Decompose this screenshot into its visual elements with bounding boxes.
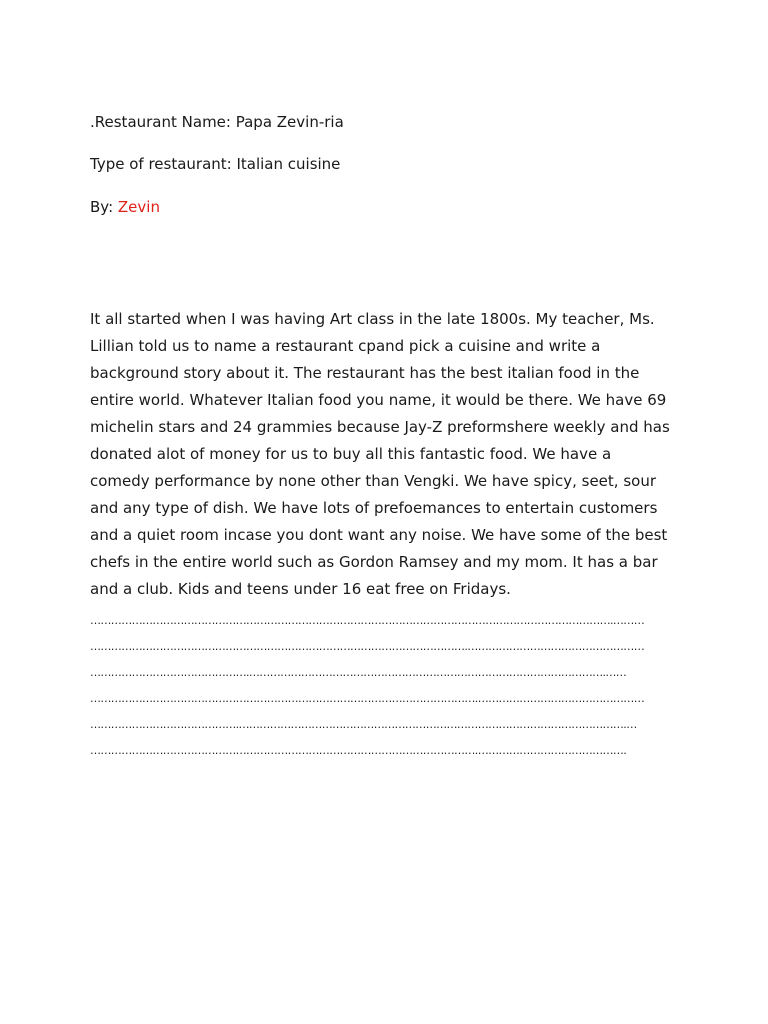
story-line: donated alot of money for us to buy all this fantastic food. We have a (90, 445, 612, 463)
dotted-lines (90, 608, 680, 764)
story-line: and a club. Kids and teens under 16 eat free on Fridays. (90, 580, 511, 598)
story-line: michelin stars and 24 grammies because Jay-Z preformshere weekly and has (90, 418, 670, 436)
story-line: and a quiet room incase you dont want any noise. We have some of the best (90, 526, 668, 544)
dotted-line: ……………………………………….………………………………………………………………………………………….…… (90, 666, 627, 679)
dotted-line: ……………………………………………………………………………………………….…………………………………………… (90, 640, 645, 653)
story-line: It all started when I was having Art class in the late 1800s. My teacher, Ms. (90, 310, 655, 328)
dotted-line: ………………………………………………………………………………………………….……………………………………. (90, 744, 627, 757)
story-line: chefs in the entire world such as Gordon Ramsey and my mom. It has a bar (90, 553, 658, 571)
restaurant-type-line: Type of restaurant: Italian cuisine (90, 155, 341, 173)
dotted-line: ………………………………………………………………………………………………….………………………………………… (90, 692, 645, 705)
story-line: and any type of dish. We have lots of prefoemances to entertain customers (90, 499, 658, 517)
story-paragraph (90, 306, 690, 603)
dotted-line: …………………………………………………………………………………………………………………………………….……… (90, 614, 645, 627)
story-line: background story about it. The restaurant has the best italian food in the (90, 364, 640, 382)
restaurant-name-line: .Restaurant Name: Papa Zevin-ria (90, 113, 344, 131)
author-line (90, 197, 160, 217)
story-line: comedy performance by none other than Vengki. We have spicy, seet, sour (90, 472, 656, 490)
author-name: Zevin (117, 198, 160, 216)
by-label: By: (90, 198, 118, 216)
story-line: entire world. Whatever Italian food you name, it would be there. We have 69 (90, 391, 667, 409)
dotted-line: …………………………………….………………………………………………………………………………………………….… (90, 718, 637, 731)
story-line: Lillian told us to name a restaurant cpand pick a cuisine and write a (90, 337, 601, 355)
